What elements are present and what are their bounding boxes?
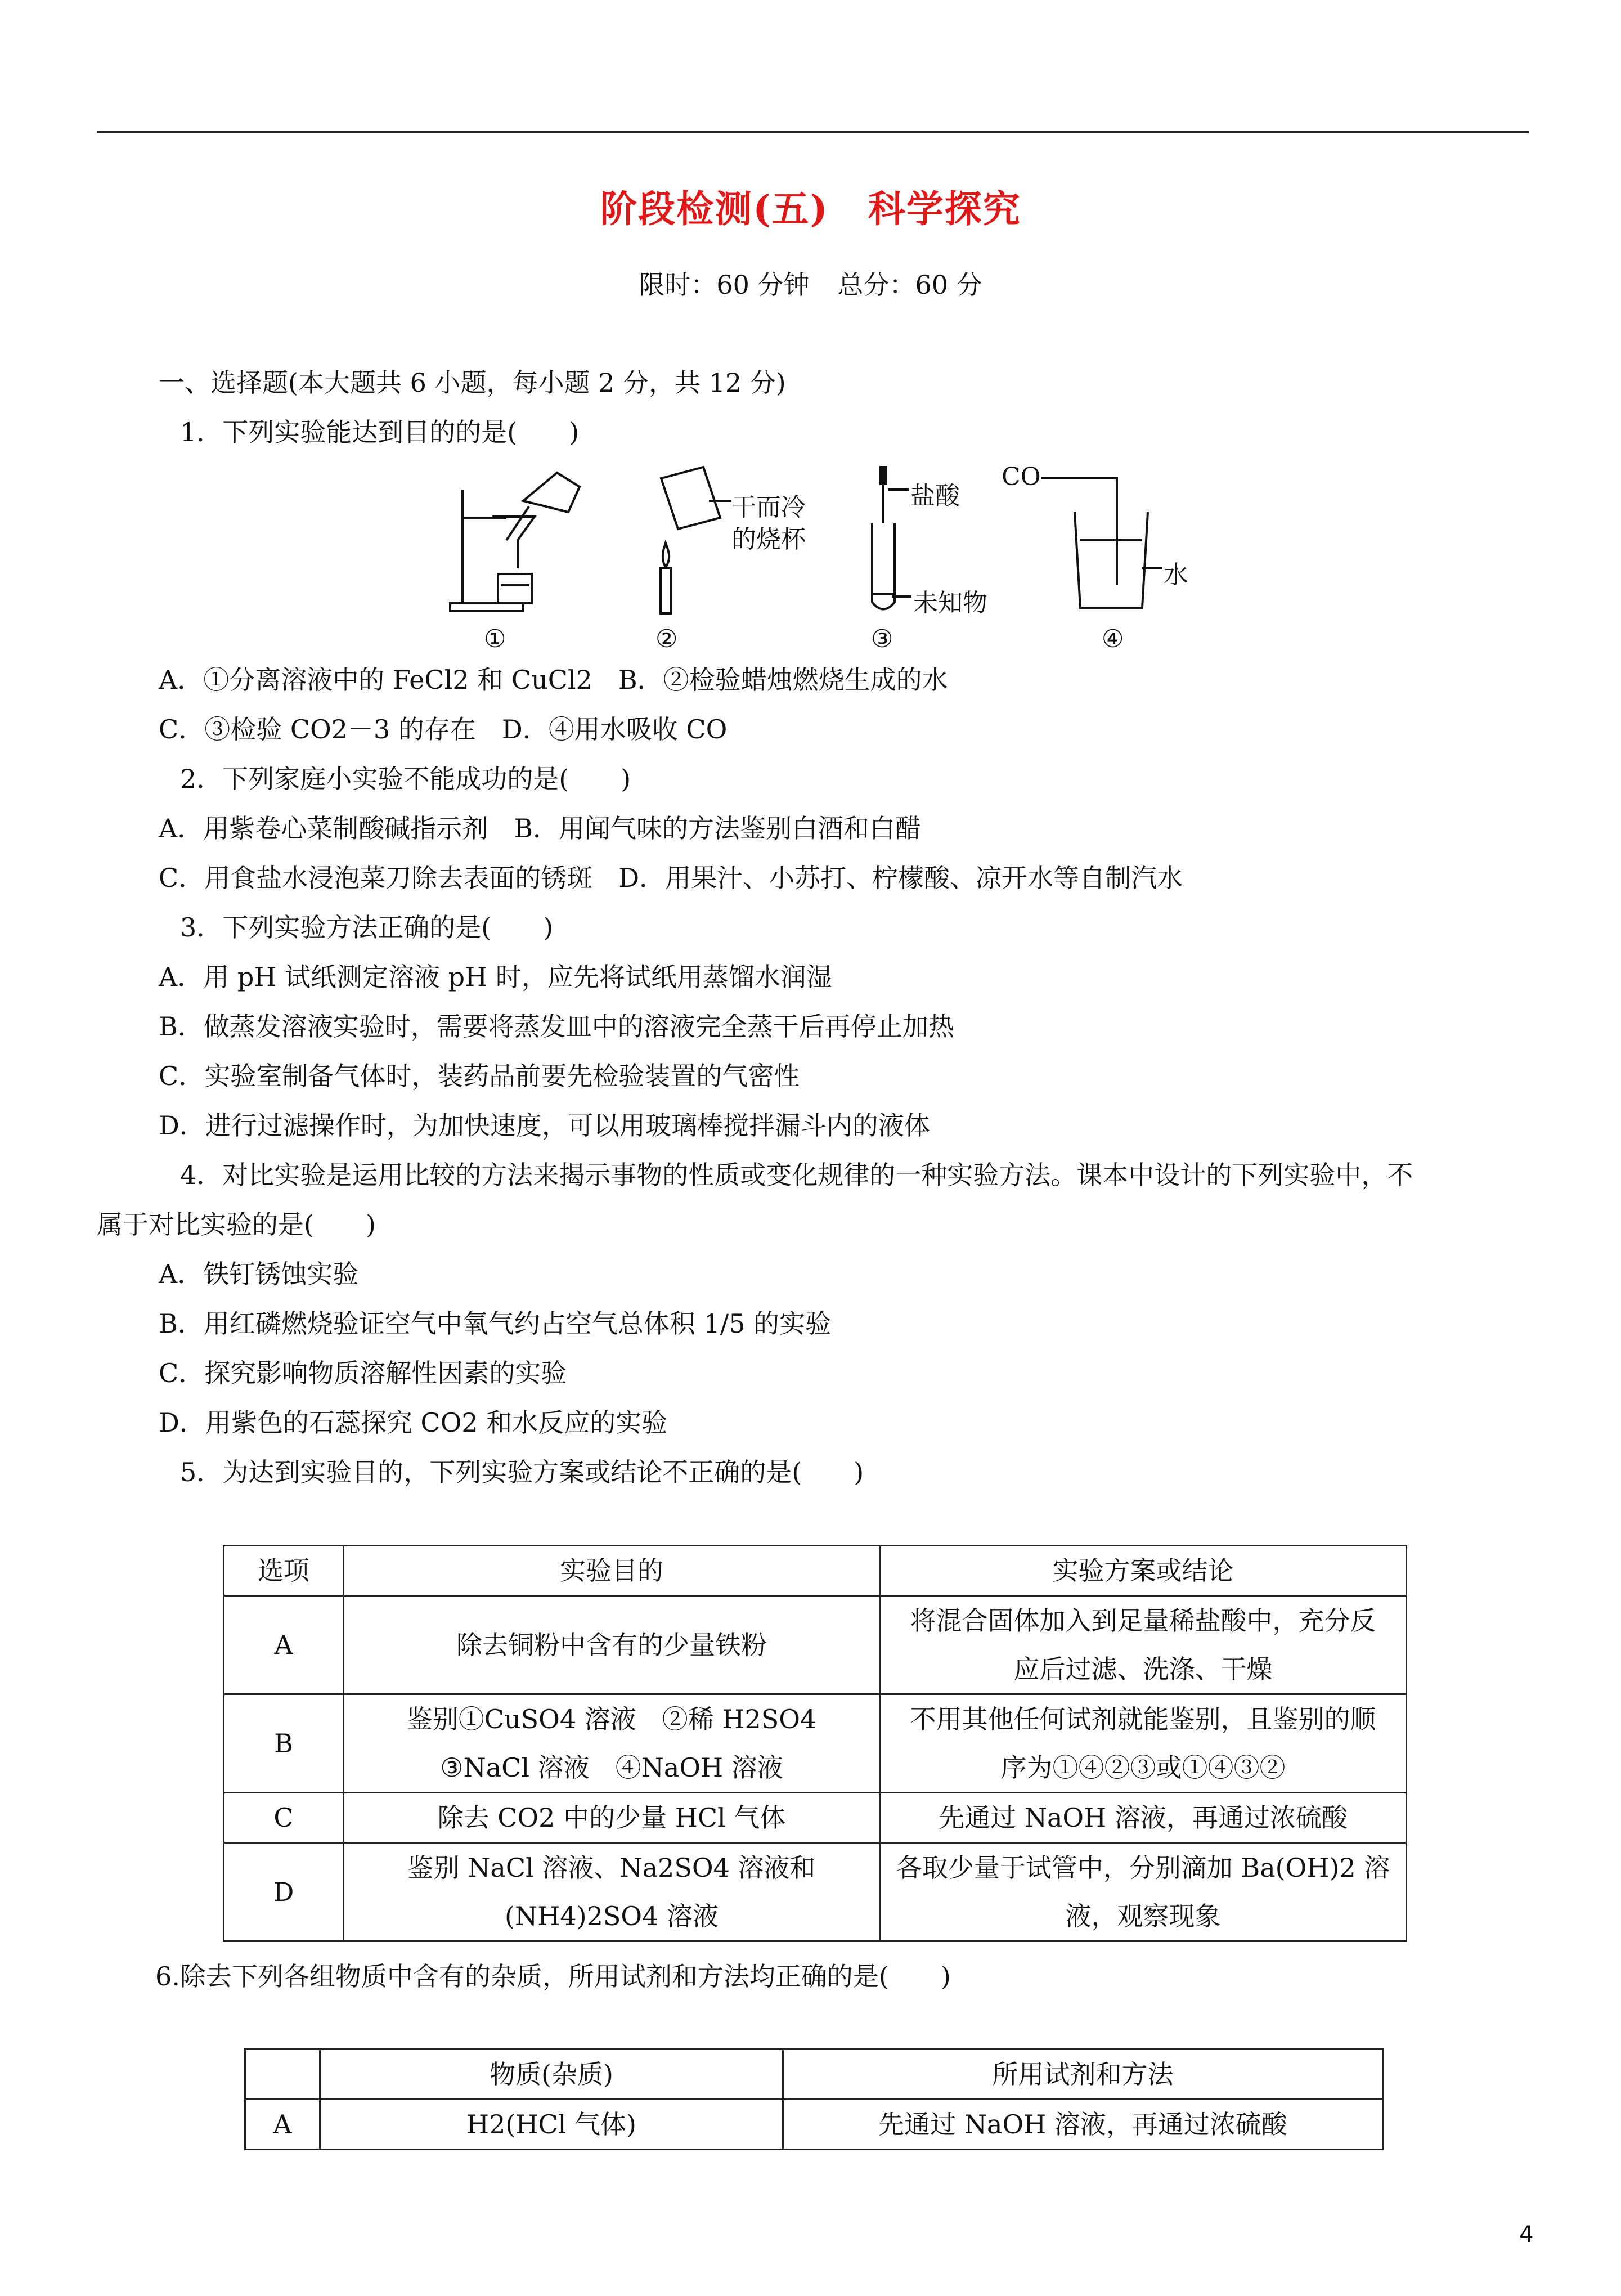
goal-line-2: (NH4)2SO4 溶液 [505,1901,719,1931]
question-1-options-cd: C．③检验 CO2－3 的存在 D．④用水吸收 CO [159,714,728,745]
gas-absorption-apparatus [1041,478,1162,608]
fig3-label-hcl: 盐酸 [910,482,960,510]
row-option: B [224,1694,344,1793]
plan-line-1: 不用其他任何试剂就能鉴别，且鉴别的顺 [910,1704,1376,1734]
question-2-options-ab: A．用紫卷心菜制酸碱指示剂 B．用闻气味的方法鉴别白酒和白醋 [159,813,922,844]
header-option [245,2050,320,2100]
plan-line-2: 序为①④②③或①④③② [1000,1752,1286,1783]
fig3-label-unknown: 未知物 [913,589,987,617]
header-rule [97,131,1529,133]
question-1-stem: 1．下列实验能达到目的的是( ) [180,417,580,447]
fig2-number: ② [655,625,678,653]
table-row [224,1793,1407,1843]
question-2-options-cd: C．用食盐水浸泡菜刀除去表面的锈斑 D．用果汁、小苏打、柠檬酸、凉开水等自制汽水 [159,863,1183,893]
row-goal [344,1843,880,1941]
page-subtitle [0,264,1621,302]
fig2-label-line1: 干而冷 [731,493,806,522]
apparatus-illustrations [439,456,1198,664]
question-4-option-a: A．铁钉锈蚀实验 [159,1259,359,1289]
row-plan: 先通过 NaOH 溶液，再通过浓硫酸 [880,1793,1407,1843]
row-option: A [224,1596,344,1694]
question-5-stem: 5．为达到实验目的，下列实验方案或结论不正确的是( ) [180,1457,864,1487]
page-number: 4 [1519,2222,1534,2248]
table-header-row [224,1546,1407,1596]
question-2-stem: 2．下列家庭小实验不能成功的是( ) [180,764,631,794]
row-substance: H2(HCl 气体) [320,2100,783,2150]
goal-line-1: 除去铜粉中含有的少量铁粉 [456,1630,767,1660]
header-plan: 实验方案或结论 [880,1546,1407,1596]
total-score: 总分：60 分 [837,270,982,300]
row-option: C [224,1793,344,1843]
row-goal [344,1694,880,1793]
question-3-option-c: C．实验室制备气体时，装药品前要先检验装置的气密性 [159,1061,800,1091]
fig3-number: ③ [871,625,893,653]
row-goal [344,1596,880,1694]
goal-line-2: ③NaCl 溶液 ④NaOH 溶液 [440,1752,783,1783]
question-4-option-b: B．用红磷燃烧验证空气中氧气约占空气总体积 1/5 的实验 [159,1308,832,1339]
question-3-option-d: D．进行过滤操作时，为加快速度，可以用玻璃棒搅拌漏斗内的液体 [159,1110,930,1141]
row-goal: 除去 CO2 中的少量 HCl 气体 [344,1793,880,1843]
fig4-label-co: CO [1002,463,1041,491]
table-row [245,2100,1383,2150]
question-4-option-d: D．用紫色的石蕊探究 CO2 和水反应的实验 [159,1407,668,1438]
time-limit: 限时：60 分钟 [639,270,810,300]
plan-line-1: 将混合固体加入到足量稀盐酸中，充分反 [910,1606,1376,1636]
section-heading: 一、选择题(本大题共 6 小题，每小题 2 分，共 12 分) [159,367,786,398]
question-6-stem: 6.除去下列各组物质中含有的杂质，所用试剂和方法均正确的是( ) [155,1961,951,1992]
row-method: 先通过 NaOH 溶液，再通过浓硫酸 [783,2100,1383,2150]
header-method: 所用试剂和方法 [783,2050,1383,2100]
candle-beaker-apparatus [661,467,731,613]
header-option: 选项 [224,1546,344,1596]
question-4-stem-line1: 4．对比实验是运用比较的方法来揭示事物的性质或变化规律的一种实验方法。课本中设计的下列实验中，不 [180,1160,1413,1190]
plan-line-1: 各取少量于试管中，分别滴加 Ba(OH)2 溶 [896,1853,1390,1883]
header-substance: 物质(杂质) [320,2050,783,2100]
row-plan [880,1843,1407,1941]
fig4-label-water: 水 [1164,560,1188,589]
page-title [0,179,1621,232]
row-option: A [245,2100,320,2150]
filtration-apparatus [450,473,580,611]
question-6-table [244,2048,1384,2150]
title-part-a: 阶段检测(五) [600,187,829,231]
test-tube-apparatus [872,467,911,609]
table-header-row [245,2050,1383,2100]
table-row [224,1843,1407,1941]
table-row [224,1596,1407,1694]
question-3-option-b: B．做蒸发溶液实验时，需要将蒸发皿中的溶液完全蒸干后再停止加热 [159,1011,954,1042]
question-4-option-c: C．探究影响物质溶解性因素的实验 [159,1358,567,1388]
fig4-number: ④ [1102,625,1124,653]
plan-line-2: 液，观察现象 [1065,1901,1221,1931]
question-5-table [223,1545,1407,1942]
fig2-label-line2: 的烧杯 [731,525,806,554]
row-plan [880,1596,1407,1694]
question-3-option-a: A．用 pH 试纸测定溶液 pH 时，应先将试纸用蒸馏水润湿 [159,962,832,992]
question-4-stem-line2: 属于对比实验的是( ) [97,1209,376,1240]
plan-line-2: 应后过滤、洗涤、干燥 [1013,1654,1273,1684]
question-1-options-ab: A．①分离溶液中的 FeCl2 和 CuCl2 B．②检验蜡烛燃烧生成的水 [159,665,948,695]
goal-line-1: 鉴别①CuSO4 溶液 ②稀 H2SO4 [406,1704,817,1734]
title-part-b: 科学探究 [868,187,1021,231]
question-1-figures [439,456,1198,664]
row-plan [880,1694,1407,1793]
row-option: D [224,1843,344,1941]
header-goal: 实验目的 [344,1546,880,1596]
goal-line-1: 鉴别 NaCl 溶液、Na2SO4 溶液和 [407,1853,816,1883]
table-row [224,1694,1407,1793]
question-3-stem: 3．下列实验方法正确的是( ) [180,912,554,943]
fig1-number: ① [484,625,506,653]
